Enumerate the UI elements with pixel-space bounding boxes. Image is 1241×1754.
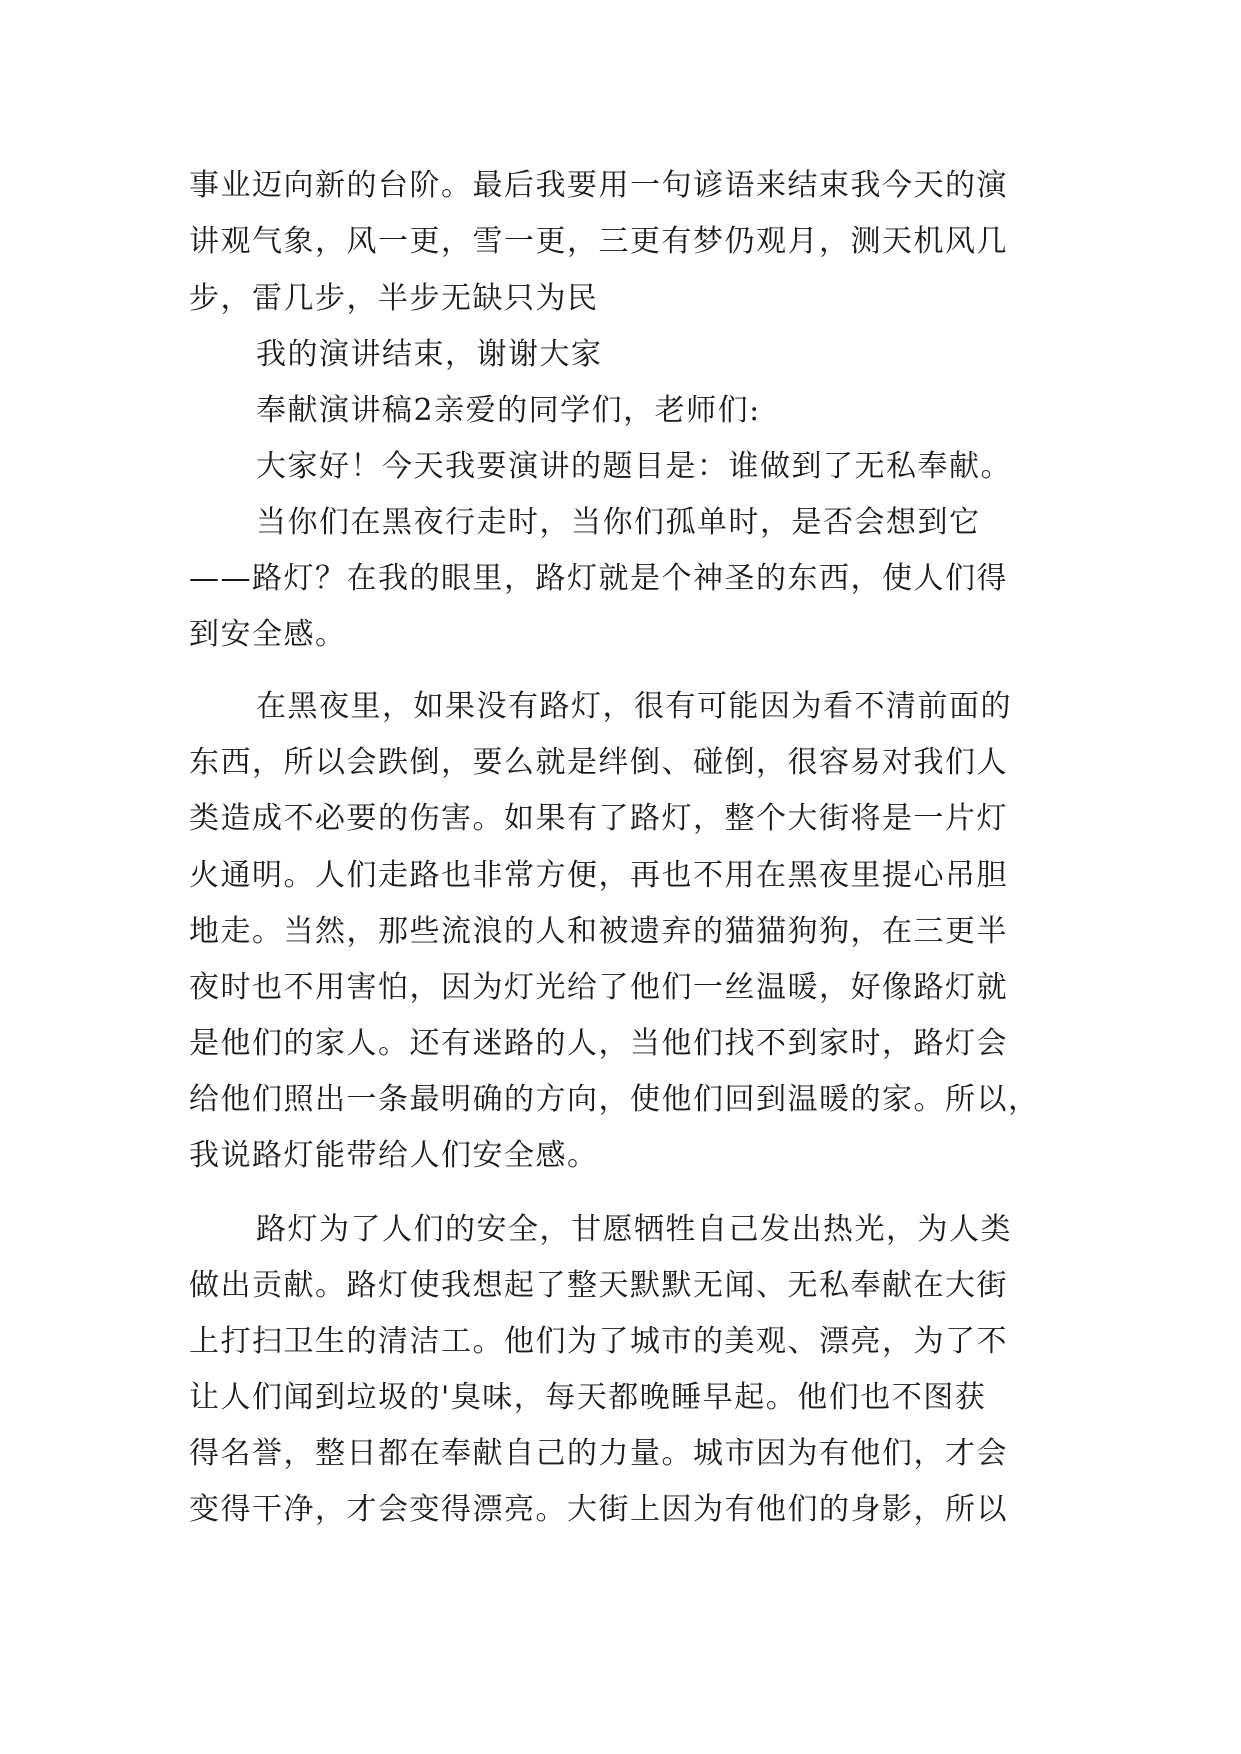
text-line: 给他们照出一条最明确的方向，使他们回到温暖的家。所以， xyxy=(189,1082,1040,1117)
text-line: 夜时也不用害怕，因为灯光给了他们一丝温暖，好像路灯就 xyxy=(189,970,1008,1005)
text-line: 到安全感。 xyxy=(189,617,347,652)
text-line: 事业迈向新的台阶。最后我要用一句谚语来结束我今天的演 xyxy=(189,168,1008,203)
text-line: 讲观气象，风一更，雪一更，三更有梦仍观月，测天机风几 xyxy=(189,224,1008,259)
text-line: 奉献演讲稿2亲爱的同学们，老师们: xyxy=(256,393,761,428)
text-line: 是他们的家人。还有迷路的人，当他们找不到家时，路灯会 xyxy=(189,1026,1008,1061)
text-line: 大家好！今天我要演讲的题目是：谁做到了无私奉献。 xyxy=(256,449,1012,484)
text-line: 地走。当然，那些流浪的人和被遗弃的猫猫狗狗，在三更半 xyxy=(189,914,1008,949)
text-line: 得名誉，整日都在奉献自己的力量。城市因为有他们，才会 xyxy=(189,1436,1008,1471)
text-line: 类造成不必要的伤害。如果有了路灯，整个大街将是一片灯 xyxy=(189,801,1008,836)
text-line: 东西，所以会跌倒，要么就是绊倒、碰倒，很容易对我们人 xyxy=(189,745,1008,780)
text-line: ——路灯？在我的眼里，路灯就是个神圣的东西，使人们得 xyxy=(189,561,1008,596)
text-line: 我说路灯能带给人们安全感。 xyxy=(189,1138,599,1173)
text-line: 当你们在黑夜行走时，当你们孤单时，是否会想到它 xyxy=(256,505,981,540)
text-line: 我的演讲结束，谢谢大家 xyxy=(256,337,603,372)
text-line: 步，雷几步，半步无缺只为民 xyxy=(189,281,599,316)
text-line: 火通明。人们走路也非常方便，再也不用在黑夜里提心吊胆 xyxy=(189,858,1008,893)
text-line: 做出贡献。路灯使我想起了整天默默无闻、无私奉献在大街 xyxy=(189,1268,1008,1303)
text-line: 上打扫卫生的清洁工。他们为了城市的美观、漂亮，为了不 xyxy=(189,1324,1008,1359)
text-line: 让人们闻到垃圾的'臭味，每天都晚睡早起。他们也不图获 xyxy=(189,1380,987,1415)
text-line: 在黑夜里，如果没有路灯，很有可能因为看不清前面的 xyxy=(256,689,1012,724)
text-line: 变得干净，才会变得漂亮。大街上因为有他们的身影，所以 xyxy=(189,1492,1008,1527)
text-line: 路灯为了人们的安全，甘愿牺牲自己发出热光，为人类 xyxy=(256,1212,1012,1247)
